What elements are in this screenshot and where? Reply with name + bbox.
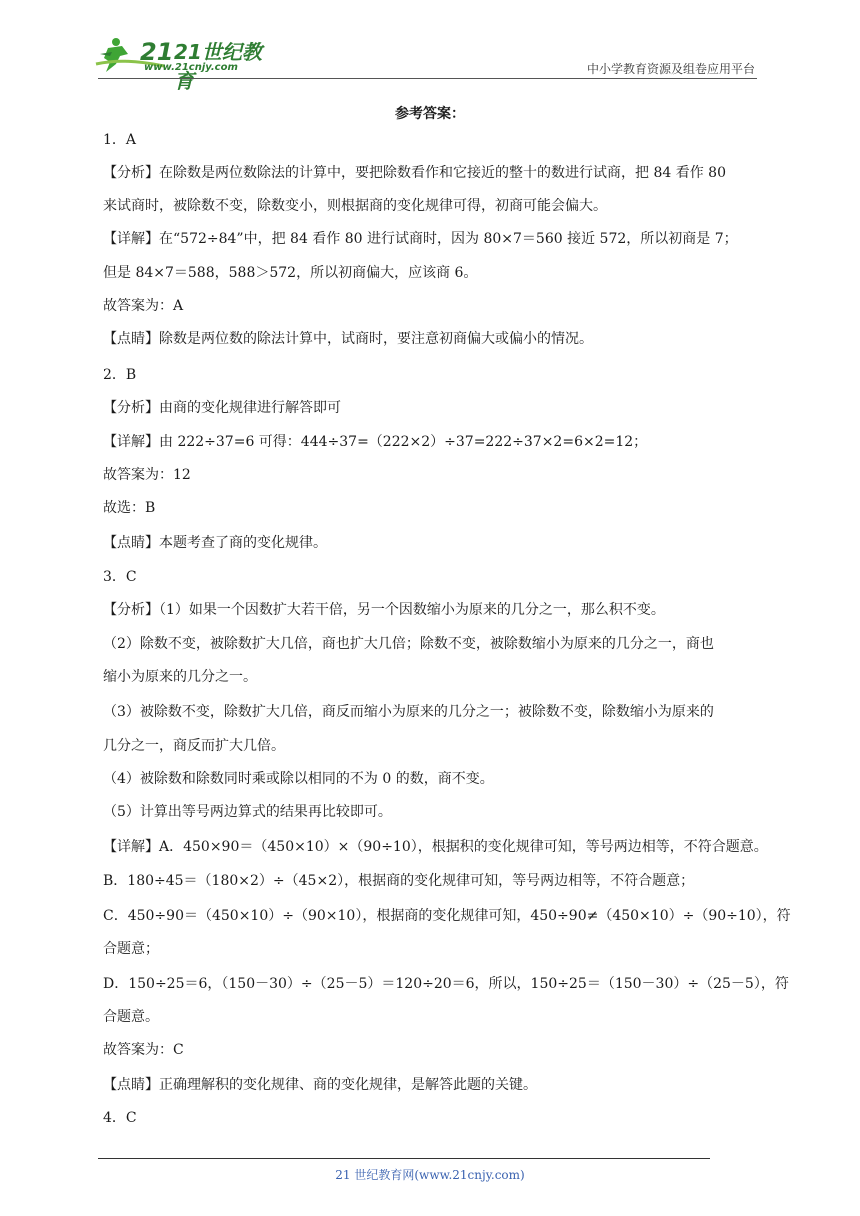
answer-line: 故选：B bbox=[103, 500, 156, 516]
logo-url: www.21cnjy.com bbox=[144, 62, 238, 73]
answer-line: 【详解】在“572÷84”中，把 84 看作 80 进行试商时，因为 80×7＝560 接近 572，所以初商是 7； bbox=[103, 231, 738, 247]
answer-line: 缩小为原来的几分之一。 bbox=[103, 669, 257, 685]
site-logo bbox=[94, 34, 264, 93]
answer-line: 但是 84×7＝588，588＞572，所以初商偏大，应该商 6。 bbox=[103, 265, 478, 281]
answer-line: 【详解】A．450×90＝（450×10）×（90÷10），根据积的变化规律可知，等号两边相等，不符合题意。 bbox=[103, 839, 768, 855]
footer-site: 21 世纪教育网(www.21cnjy.com) bbox=[335, 1168, 525, 1182]
answer-line: 【点睛】本题考查了商的变化规律。 bbox=[103, 535, 327, 551]
answer-line: （4）被除数和除数同时乘或除以相同的不为 0 的数，商不变。 bbox=[103, 771, 494, 787]
footer-divider bbox=[98, 1158, 710, 1159]
answer-line: 【分析】（1）如果一个因数扩大若干倍，另一个因数缩小为原来的几分之一，那么积不变。 bbox=[103, 602, 665, 618]
answer-line: （5）计算出等号两边算式的结果再比较即可。 bbox=[103, 804, 392, 820]
answer-line: 【分析】由商的变化规律进行解答即可 bbox=[103, 400, 341, 416]
answer-line: 2．B bbox=[103, 367, 137, 383]
answer-line: 4．C bbox=[103, 1110, 137, 1126]
answer-line: 故答案为：A bbox=[103, 298, 184, 314]
answer-line: D．150÷25＝6，（150－30）÷（25－5）＝120÷20＝6，所以，150÷25＝（150－30）÷（25－5），符 bbox=[103, 976, 789, 992]
answer-line: 故答案为：C bbox=[103, 1042, 184, 1058]
answer-line: 几分之一，商反而扩大几倍。 bbox=[103, 738, 285, 754]
answer-line: 3．C bbox=[103, 569, 137, 585]
header-divider bbox=[98, 78, 757, 79]
logo-text: 21世纪教育 bbox=[174, 40, 262, 93]
answer-line: 合题意； bbox=[103, 941, 159, 957]
answer-line: 1．A bbox=[103, 132, 137, 148]
answer-line: B．180÷45＝（180×2）÷（45×2），根据商的变化规律可知，等号两边相等，不符合题意； bbox=[103, 873, 695, 889]
answer-line: 来试商时，被除数不变，除数变小，则根据商的变化规律可得，初商可能会偏大。 bbox=[103, 198, 607, 214]
answer-line: （2）除数不变，被除数扩大几倍，商也扩大几倍；除数不变，被除数缩小为原来的几分之一，商也 bbox=[103, 636, 714, 652]
platform-name: 中小学教育资源及组卷应用平台 bbox=[586, 62, 755, 76]
answer-line: （3）被除数不变，除数扩大几倍，商反而缩小为原来的几分之一；被除数不变，除数缩小为原来的 bbox=[103, 704, 714, 720]
answer-line: 【分析】在除数是两位数除法的计算中，要把除数看作和它接近的整十的数进行试商，把 84 看作 80 bbox=[103, 165, 726, 181]
answer-line: 【详解】由 222÷37=6 可得：444÷37=（222×2）÷37=222÷37×2=6×2=12； bbox=[103, 434, 648, 450]
svg-text:21: 21 bbox=[140, 38, 174, 66]
page-header bbox=[0, 0, 860, 93]
answer-line: 故答案为：12 bbox=[103, 467, 191, 483]
answer-line: 【点睛】正确理解积的变化规律、商的变化规律，是解答此题的关键。 bbox=[103, 1077, 537, 1093]
answer-line: 合题意。 bbox=[103, 1009, 159, 1025]
answer-line: C．450÷90＝（450×10）÷（90×10），根据商的变化规律可知，450÷90≠（450×10）÷（90÷10），符 bbox=[103, 908, 791, 924]
answer-line: 【点睛】除数是两位数的除法计算中，试商时，要注意初商偏大或偏小的情况。 bbox=[103, 331, 593, 347]
answer-title: 参考答案： bbox=[395, 106, 465, 122]
